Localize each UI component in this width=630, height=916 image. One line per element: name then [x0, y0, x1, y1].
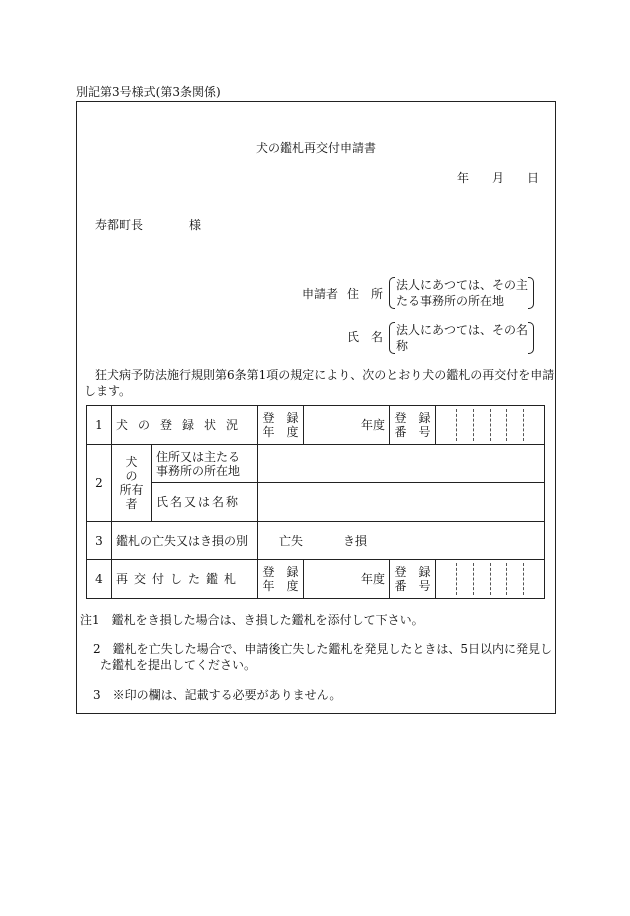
name-note-line2: 称 — [396, 339, 409, 353]
row-number: 4 — [87, 560, 112, 599]
lost-or-damaged-options[interactable] — [258, 522, 545, 560]
body-text-line2: します。 — [84, 384, 132, 398]
dog-registration-status-label: 犬の登録状況 — [112, 406, 258, 445]
form-title: 犬の鑑札再交付申請書 — [256, 141, 377, 155]
reissued-registration-number-label: 登 録 番 号 — [390, 560, 436, 599]
note-2-line2: た鑑札を提出してください。 — [100, 658, 257, 672]
addressee-name: 寿都町長 — [95, 218, 144, 232]
addressee-honorific: 様 — [189, 218, 202, 232]
row-number: 3 — [87, 522, 112, 560]
date-month: 月 — [492, 171, 505, 185]
registration-year-field[interactable]: 年度 — [304, 406, 390, 445]
registration-year-label: 登 録 年 度 — [258, 406, 304, 445]
row-number: 1 — [87, 406, 112, 445]
address-note-line2: たる事務所の所在地 — [396, 294, 505, 308]
address-note-bracket-left — [389, 277, 395, 309]
option-lost[interactable]: 亡失 — [279, 533, 304, 548]
applicant-label: 申請者 — [302, 287, 339, 301]
registration-number-field[interactable] — [436, 406, 545, 445]
applicant-address-label: 住 所 — [347, 287, 384, 301]
table-row — [87, 522, 545, 560]
reissued-registration-number-field[interactable] — [436, 560, 545, 599]
owner-address-label: 住所又は主たる 事務所の所在地 — [152, 445, 258, 483]
owner-address-field[interactable] — [258, 445, 545, 483]
form-number-label: 別記第3号様式(第3条関係) — [76, 85, 221, 99]
table-row — [87, 406, 545, 445]
address-note-line1: 法人にあつては、その主 — [396, 278, 529, 292]
applicant-name-label: 氏 名 — [347, 330, 384, 344]
note-1: 注1 鑑札をき損した場合は、き損した鑑札を添付して下さい。 — [80, 613, 424, 627]
owner-name-field[interactable] — [258, 483, 545, 522]
name-note-line1: 法人にあつては、その名 — [396, 323, 529, 337]
dog-owner-label: 犬 の 所有者 — [112, 445, 152, 522]
reissued-registration-year-field[interactable]: 年度 — [304, 560, 390, 599]
row-number: 2 — [87, 445, 112, 522]
body-text-line1: 狂犬病予防法施行規則第6条第1項の規定により、次のとおり犬の鑑札の再交付を申請 — [95, 368, 555, 382]
name-note-bracket-right — [528, 322, 534, 354]
reissued-tag-label: 再交付した鑑札 — [112, 560, 258, 599]
option-damaged[interactable]: き損 — [343, 533, 368, 548]
name-note-bracket-left — [389, 322, 395, 354]
lost-or-damaged-label: 鑑札の亡失又はき損の別 — [112, 522, 258, 560]
date-year: 年 — [457, 171, 470, 185]
date-day: 日 — [527, 171, 540, 185]
note-2-line1: 2 鑑札を亡失した場合で、申請後亡失した鑑札を発見したときは、5日以内に発見し — [93, 642, 553, 656]
note-3: 3 ※印の欄は、記載する必要がありません。 — [93, 688, 342, 702]
owner-name-label: 氏名又は名称 — [152, 483, 258, 522]
table-row — [87, 560, 545, 599]
registration-number-label: 登 録 番 号 — [390, 406, 436, 445]
application-table — [86, 405, 545, 599]
table-row — [87, 483, 545, 522]
reissued-registration-year-label: 登 録 年 度 — [258, 560, 304, 599]
address-note-bracket-right — [528, 277, 534, 309]
table-row — [87, 445, 545, 483]
